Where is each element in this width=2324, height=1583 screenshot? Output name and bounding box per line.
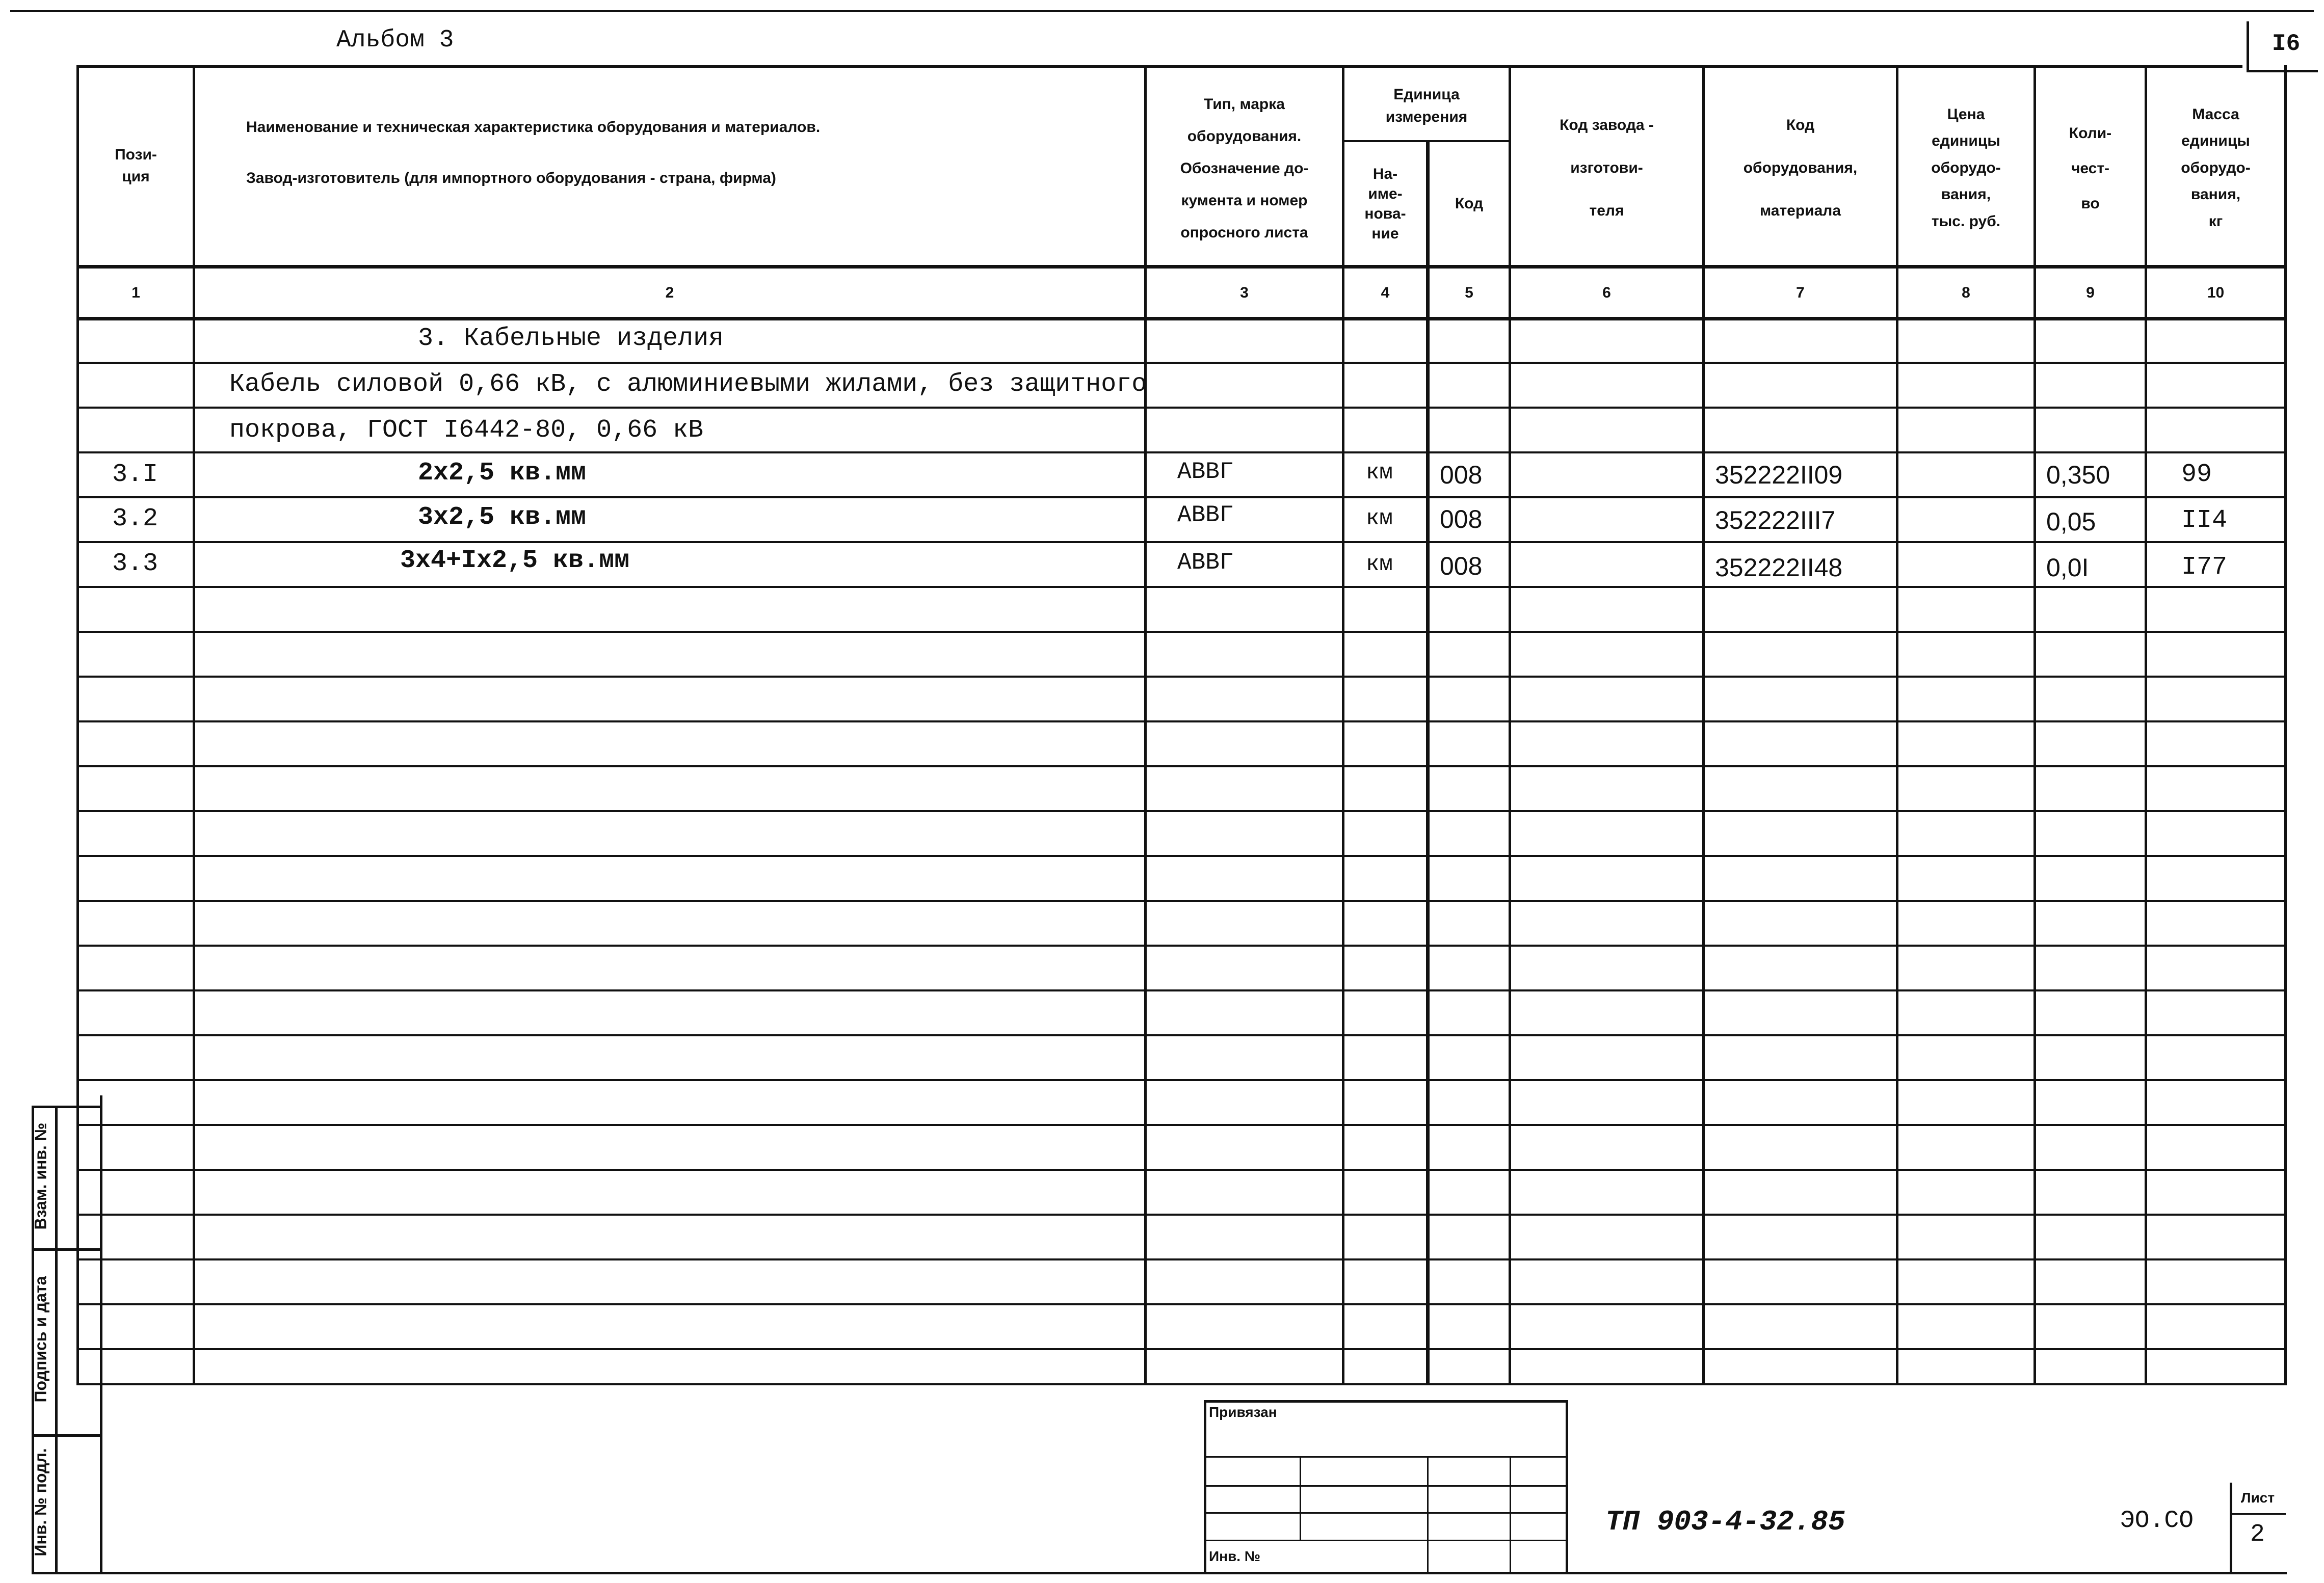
row-position: 3.2 — [112, 504, 159, 533]
row-name: 2х2,5 кв.мм — [418, 459, 587, 488]
table-row-rule — [76, 720, 2287, 722]
colnum-2: 2 — [665, 284, 674, 301]
document-code: ТП 903-4-32.85 — [1605, 1506, 1845, 1538]
privyazan-label: Привязан — [1209, 1404, 1277, 1420]
row-quantity: 0,0I — [2046, 553, 2089, 582]
row-equipment-code: 352222II48 — [1715, 553, 1843, 582]
sheet-number: 2 — [2250, 1521, 2265, 1548]
priv-line-1 — [1204, 1456, 1568, 1458]
table-row-rule — [76, 810, 2287, 812]
stamp-inv-podl: Инв. № подл. — [31, 1448, 50, 1557]
frame-left-border — [100, 1095, 102, 1574]
header-unit-name: На- име- нова- ние — [1364, 166, 1406, 242]
colnum-10: 10 — [2207, 284, 2225, 301]
priv-col-3 — [1510, 1456, 1511, 1573]
header-name-line2: Завод-изготовитель (для импортного оборудования - страна, фирма) — [246, 170, 776, 187]
colnum-3: 3 — [1240, 284, 1249, 301]
header-price: Цена единицы оборудо- вания, тыс. руб. — [1931, 105, 2001, 230]
section-code: ЭО.СО — [2120, 1507, 2194, 1535]
priv-col-1 — [1300, 1456, 1301, 1540]
table-row-rule — [76, 1124, 2287, 1126]
row-unit-code: 008 — [1440, 552, 1483, 580]
row-unit-code: 008 — [1440, 461, 1483, 489]
header-name-line1: Наименование и техническая характеристика оборудования и материалов. — [246, 119, 821, 136]
table-row-rule — [76, 1214, 2287, 1216]
colnum-4: 4 — [1381, 284, 1390, 301]
table-bottom-line — [76, 1383, 2287, 1385]
col2-line — [193, 65, 195, 1383]
header-type: Тип, марка оборудования. Обозначение до- кумента и номер опросного листа — [1180, 95, 1309, 241]
colnum-8: 8 — [1962, 284, 1970, 301]
header-unit-code: Код — [1455, 195, 1484, 212]
row-quantity: 0,05 — [2046, 507, 2096, 536]
header-factory-code: Код завода - изготови- теля — [1560, 117, 1654, 219]
table-row-rule — [76, 631, 2287, 633]
table-right-border — [2284, 65, 2287, 1383]
table-row-rule — [76, 765, 2287, 767]
table-row-rule — [76, 1348, 2287, 1350]
table-row-rule — [76, 407, 2287, 409]
top-rule — [10, 10, 2314, 12]
priv-right — [1566, 1400, 1568, 1573]
table-row-rule — [76, 855, 2287, 857]
row-type: АВВГ — [1177, 459, 1234, 485]
colnum-6: 6 — [1602, 284, 1611, 301]
row-quantity: 0,350 — [2046, 461, 2110, 489]
frame-bottom-border — [32, 1572, 2287, 1574]
table-row-rule — [76, 541, 2287, 543]
row-unit: км — [1366, 506, 1393, 531]
row-mass: II4 — [2181, 506, 2228, 535]
header-equipment-code: Код оборудования, материала — [1743, 117, 1858, 219]
row-unit: км — [1366, 460, 1393, 486]
row-unit-code: 008 — [1440, 505, 1483, 533]
album-label: Альбом 3 — [336, 26, 454, 54]
colnum-1: 1 — [131, 284, 140, 301]
row-equipment-code: 352222III7 — [1715, 506, 1836, 534]
section-title: 3. Кабельные изделия — [418, 324, 724, 353]
row-type: АВВГ — [1177, 549, 1234, 576]
row-name: 3х4+Iх2,5 кв.мм — [400, 546, 630, 575]
table-row-rule — [76, 676, 2287, 678]
header-unit-group: Единица измерения — [1385, 86, 1468, 125]
priv-line-2 — [1204, 1485, 1568, 1487]
colnum-bottom-line — [76, 317, 2287, 320]
row-position: 3.I — [112, 460, 159, 489]
stamp-col-inner — [55, 1106, 58, 1574]
stamp-podpis-data: Подпись и дата — [31, 1276, 50, 1403]
priv-col-2 — [1427, 1456, 1429, 1573]
stamp-vzam-inv: Взам. инв. № — [31, 1122, 50, 1230]
colnum-7: 7 — [1796, 284, 1805, 301]
header-mass: Масса единицы оборудо- вания, кг — [2181, 105, 2251, 230]
sheet-corner-number: I6 — [2272, 31, 2301, 57]
colnum-9: 9 — [2086, 284, 2095, 301]
row-type: АВВГ — [1177, 502, 1234, 528]
cable-description-line2: покрова, ГОСТ I6442-80, 0,66 кВ — [229, 416, 704, 445]
table-row-rule — [76, 900, 2287, 902]
table-row-rule — [76, 362, 2287, 364]
inv-no-label: Инв. № — [1209, 1548, 1261, 1564]
table-row-rule — [76, 1034, 2287, 1036]
row-position: 3.3 — [112, 549, 159, 578]
priv-left — [1204, 1400, 1206, 1573]
header-rule — [76, 65, 2242, 68]
row-name: 3х2,5 кв.мм — [418, 503, 587, 532]
header-quantity: Коли- чест- во — [2069, 124, 2112, 212]
table-row-rule — [76, 989, 2287, 991]
unit-split-line — [1342, 140, 1509, 142]
corner-box-left — [2247, 21, 2249, 70]
table-row-rule — [76, 496, 2287, 498]
stamp-div-1 — [32, 1248, 100, 1251]
row-mass: I77 — [2181, 553, 2228, 582]
priv-line-4 — [1204, 1540, 1568, 1541]
header-position: Пози- ция — [115, 146, 157, 185]
table-row-rule — [76, 1258, 2287, 1260]
header-bottom-line — [76, 265, 2287, 269]
col5-line — [1426, 140, 1430, 1383]
table-row-rule — [76, 451, 2287, 453]
colnum-5: 5 — [1465, 284, 1473, 301]
sheet-box-mid — [2230, 1513, 2286, 1515]
table-row-rule — [76, 1303, 2287, 1305]
table-row-rule — [76, 1169, 2287, 1171]
table-row-rule — [76, 945, 2287, 947]
table-row-rule — [76, 586, 2287, 588]
priv-line-3 — [1204, 1512, 1568, 1514]
table-row-rule — [76, 1079, 2287, 1081]
row-mass: 99 — [2181, 460, 2212, 489]
row-unit: км — [1366, 552, 1393, 577]
row-equipment-code: 352222II09 — [1715, 461, 1843, 489]
sheet-label: Лист — [2240, 1489, 2275, 1506]
cable-description-line1: Кабель силовой 0,66 кВ, с алюминиевыми жилами, без защитного — [229, 370, 1147, 399]
